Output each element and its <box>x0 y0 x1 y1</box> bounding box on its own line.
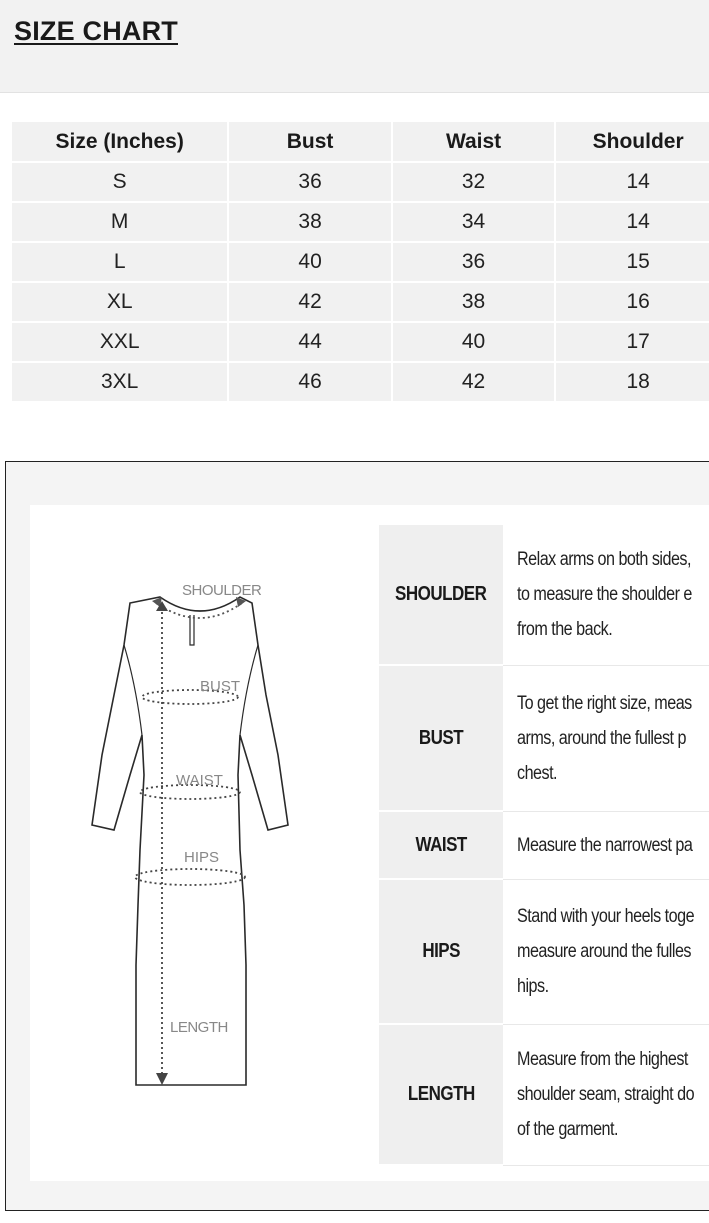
column-header-waist: Waist <box>393 122 555 161</box>
measurement-guide <box>5 461 709 1211</box>
bust-cell: 38 <box>229 203 390 241</box>
size-table-header-row <box>12 122 709 161</box>
column-header-bust: Bust <box>229 122 390 161</box>
instruction-label: WAIST <box>379 811 503 879</box>
table-row <box>12 323 709 361</box>
instruction-row <box>379 811 709 879</box>
bust-cell: 42 <box>229 283 390 321</box>
shoulder-cell: 15 <box>556 243 709 281</box>
table-row <box>12 203 709 241</box>
size-cell: L <box>12 243 227 281</box>
size-table <box>10 120 709 403</box>
instruction-row <box>379 525 709 665</box>
waist-cell: 36 <box>393 243 555 281</box>
waist-cell: 40 <box>393 323 555 361</box>
shoulder-cell: 18 <box>556 363 709 401</box>
size-cell: S <box>12 163 227 201</box>
bust-cell: 40 <box>229 243 390 281</box>
instruction-row <box>379 1024 709 1165</box>
shoulder-cell: 14 <box>556 203 709 241</box>
title-band <box>0 0 709 93</box>
shoulder-cell: 16 <box>556 283 709 321</box>
size-cell: M <box>12 203 227 241</box>
figure-label-bust: BUST <box>200 678 241 695</box>
instruction-row <box>379 879 709 1024</box>
bust-cell: 44 <box>229 323 390 361</box>
page-title: SIZE CHART <box>14 16 178 46</box>
column-header-shoulder: Shoulder <box>556 122 709 161</box>
instruction-label: HIPS <box>379 879 503 1024</box>
table-row <box>12 363 709 401</box>
waist-cell: 32 <box>393 163 555 201</box>
dress-outline <box>92 597 288 1085</box>
measurement-guide-panel <box>30 505 709 1181</box>
instruction-label: LENGTH <box>379 1024 503 1165</box>
instruction-text: Measure the narrowest pa <box>503 811 709 879</box>
instruction-text: To get the right size, meas arms, around the fullest p chest. <box>503 665 709 811</box>
size-cell: XL <box>12 283 227 321</box>
instruction-label: BUST <box>379 665 503 811</box>
measurement-instructions <box>379 525 709 1166</box>
instruction-text: Stand with your heels toge measure around the fulles hips. <box>503 879 709 1024</box>
figure-label-shoulder: SHOULDER <box>182 585 262 599</box>
table-row <box>12 163 709 201</box>
size-cell: XXL <box>12 323 227 361</box>
figure-label-hips: HIPS <box>184 849 220 866</box>
table-row <box>12 243 709 281</box>
shoulder-cell: 17 <box>556 323 709 361</box>
instruction-row <box>379 665 709 811</box>
bust-cell: 36 <box>229 163 390 201</box>
column-header-size: Size (Inches) <box>12 122 227 161</box>
shoulder-cell: 14 <box>556 163 709 201</box>
waist-cell: 38 <box>393 283 555 321</box>
bust-cell: 46 <box>229 363 390 401</box>
figure-label-waist: WAIST <box>176 772 223 789</box>
instruction-label: SHOULDER <box>379 525 503 665</box>
figure-label-length: LENGTH <box>170 1019 228 1036</box>
table-row <box>12 283 709 321</box>
dress-diagram <box>90 585 330 1105</box>
instruction-text: Relax arms on both sides, to measure the shoulder e from the back. <box>503 525 709 665</box>
instruction-text: Measure from the highest shoulder seam, straight do of the garment. <box>503 1024 709 1165</box>
size-cell: 3XL <box>12 363 227 401</box>
waist-cell: 42 <box>393 363 555 401</box>
waist-cell: 34 <box>393 203 555 241</box>
